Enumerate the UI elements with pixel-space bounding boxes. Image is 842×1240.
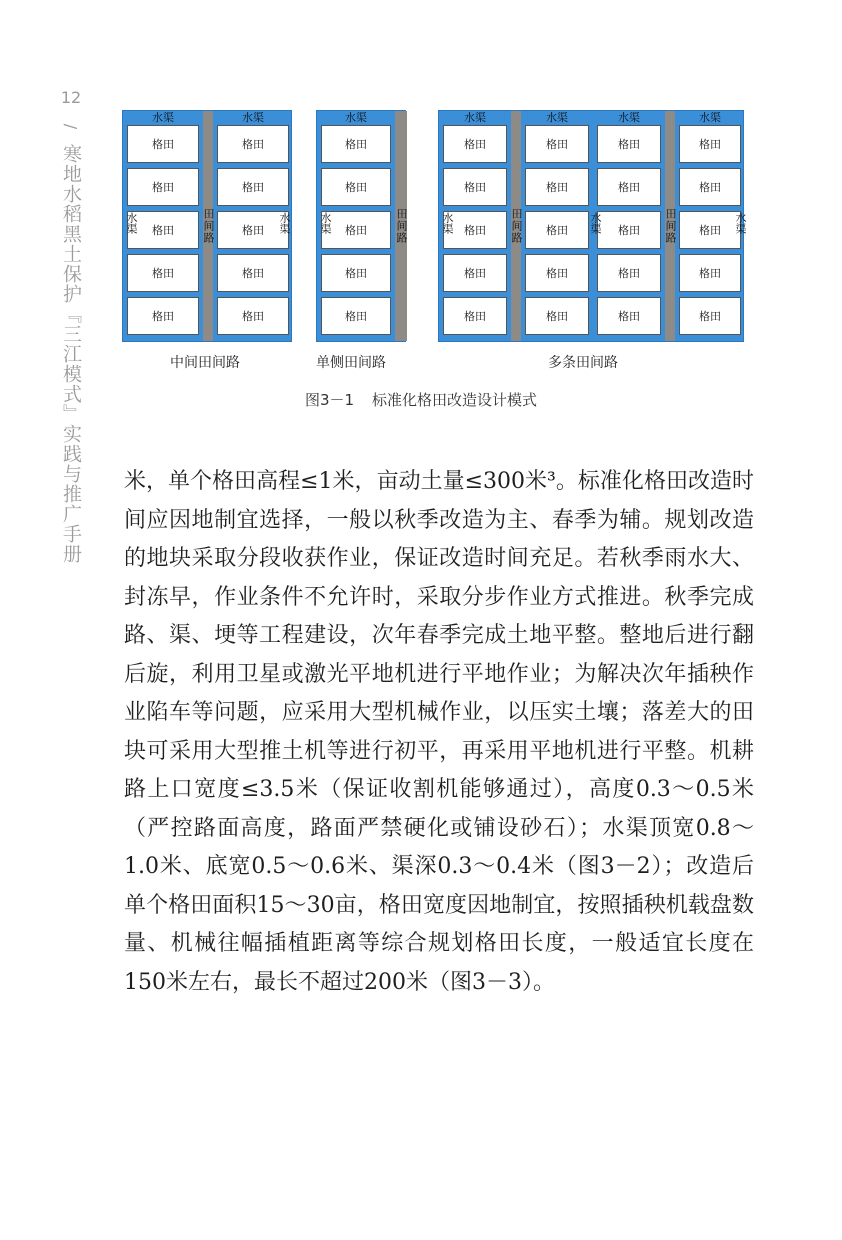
field-cell: 格田 [127, 254, 199, 292]
side-canal-label: 水渠 [441, 212, 454, 234]
field-cell: 格田 [597, 168, 661, 206]
field-column [521, 111, 593, 341]
side-canal-label: 水渠 [589, 212, 602, 234]
canal-label: 水渠 [546, 111, 568, 124]
field-cell: 格田 [321, 168, 391, 206]
field-cell: 格田 [679, 168, 741, 206]
field-cell: 格田 [597, 211, 661, 249]
field-road [395, 111, 407, 341]
field-cell: 格田 [127, 297, 199, 335]
road-label: 田间路 [395, 208, 408, 244]
field-cell: 格田 [217, 125, 289, 163]
field-cell: 格田 [217, 211, 289, 249]
group-label-single: 单侧田间路 [316, 355, 386, 371]
canal-label: 水渠 [345, 111, 367, 124]
field-cell: 格田 [321, 297, 391, 335]
field-cell: 格田 [443, 254, 507, 292]
field-cell: 格田 [217, 168, 289, 206]
field-cell: 格田 [679, 125, 741, 163]
field-cell: 格田 [679, 297, 741, 335]
field-road [665, 111, 675, 341]
group-label-middle: 中间田间路 [170, 355, 240, 371]
road-label: 田间路 [510, 208, 523, 244]
field-cell: 格田 [597, 297, 661, 335]
field-cell: 格田 [443, 211, 507, 249]
field-cell: 格田 [321, 254, 391, 292]
field-road [203, 111, 213, 341]
field-cell: 格田 [443, 168, 507, 206]
field-cell: 格田 [443, 297, 507, 335]
header-separator: / [61, 123, 81, 130]
field-cell: 格田 [321, 125, 391, 163]
road-label: 田间路 [202, 208, 215, 244]
canal-label: 水渠 [618, 111, 640, 124]
field-cell: 格田 [597, 125, 661, 163]
caption-title: 标准化格田改造设计模式 [372, 391, 538, 409]
caption-number: 图3－1 [304, 391, 355, 409]
canal-label: 水渠 [464, 111, 486, 124]
canal-label: 水渠 [152, 111, 174, 124]
field-cell: 格田 [525, 211, 589, 249]
layout-middle-road [122, 110, 292, 342]
field-cell: 格田 [127, 211, 199, 249]
field-cell: 格田 [127, 168, 199, 206]
field-cell: 格田 [321, 211, 391, 249]
field-cell: 格田 [525, 168, 589, 206]
canal-label: 水渠 [242, 111, 264, 124]
body-paragraph: 米，单个格田高程≤1米，亩动土量≤300米³。标准化格田改造时间应因地制宜选择，一般以秋季改造为主、春季为辅。规划改造的地块采取分段收获作业，保证改造时间充足。若秋季雨水大、封冻早，作业条件不允许时，采取分步作业方式推进。秋季完成路、渠、埂等工程建设，次年春季完成土地平整。整地后进行翻后旋，利用卫星或激光平地机进行平地作业；为解决次年插秧作业陷车等问题，应采用大型机械作业，以压实土壤；落差大的田块可采用大型推土机等进行初平，再采用平地机进行平整。机耕路上口宽度≤3.5米（保证收割机能够通过），高度0.3～0.5米（严控路面高度，路面严禁硬化或铺设砂石）；水渠顶宽0.8～1.0米、底宽0.5～0.6米、渠深0.3～0.4米（图3－2）；改造后单个格田面积15～30亩，格田宽度因地制宜，按照插秧机载盘数量、机械往幅插植距离等综合规划格田长度，一般适宜长度在150米左右，最长不超过200米（图3－3）。 [124, 469, 754, 995]
field-cell: 格田 [443, 125, 507, 163]
field-column [593, 111, 665, 341]
field-cell: 格田 [679, 211, 741, 249]
field-cell: 格田 [525, 254, 589, 292]
field-cell: 格田 [679, 254, 741, 292]
field-cell: 格田 [525, 125, 589, 163]
group-label-multiple: 多条田间路 [548, 355, 618, 371]
side-canal-label: 水渠 [319, 212, 332, 234]
field-cell: 格田 [127, 125, 199, 163]
field-cell: 格田 [217, 254, 289, 292]
figure-caption [0, 389, 842, 410]
book-title: 寒地水稻黑土保护『三江模式』实践与推广手册 [60, 144, 82, 564]
side-canal-label: 水渠 [734, 212, 747, 234]
field-cell: 格田 [217, 297, 289, 335]
road-label: 田间路 [664, 208, 677, 244]
figure-3-1 [0, 0, 842, 420]
field-road [511, 111, 521, 341]
side-canal-label: 水渠 [278, 212, 291, 234]
side-canal-label: 水渠 [125, 212, 138, 234]
field-cell: 格田 [525, 297, 589, 335]
page-number: 12 [60, 88, 82, 107]
canal-label: 水渠 [699, 111, 721, 124]
field-cell: 格田 [597, 254, 661, 292]
